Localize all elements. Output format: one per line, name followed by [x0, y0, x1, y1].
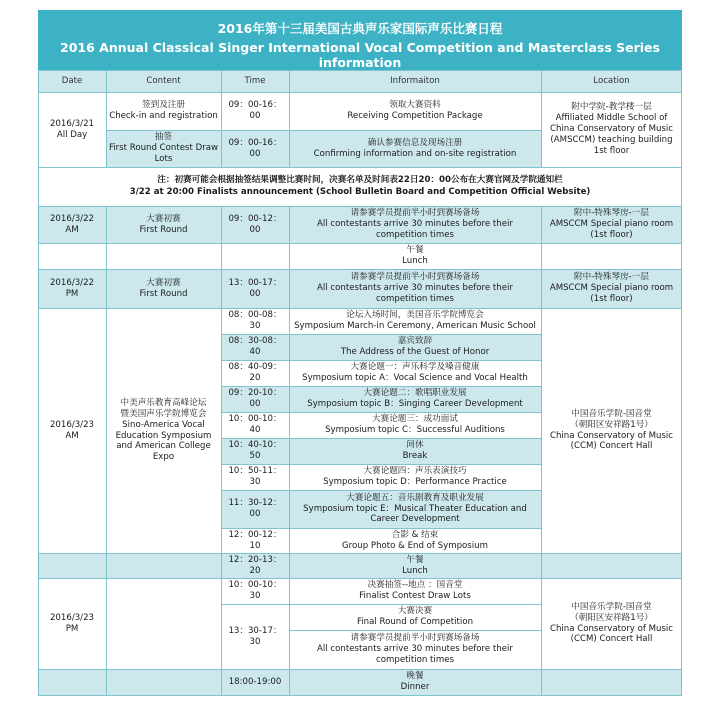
title-zh: 2016年第十三届美国古典声乐家国际声乐比赛日程	[217, 21, 503, 36]
time-text: 09：00-16：00	[228, 100, 282, 121]
symposium-time-9	[221, 528, 289, 553]
content-en: First Round	[139, 288, 188, 299]
info-en: Symposium topic E：Musical Theater Education and Career Development	[303, 503, 527, 525]
info-zh: 请参赛学员提前半小时到赛场备场	[350, 208, 480, 219]
day3pm-time-2	[221, 604, 289, 669]
symposium-info-2	[289, 334, 541, 360]
info-en: Lunch	[402, 256, 428, 266]
lunch1-info	[289, 243, 541, 269]
col-header-time	[221, 70, 289, 92]
day3pm-location	[541, 578, 682, 669]
info-zh: 合影 & 结束	[391, 529, 439, 540]
location-zh: 中国音乐学院-国音堂	[571, 601, 652, 612]
date-text: 2016/3/22	[49, 213, 95, 224]
lunch2-info	[289, 553, 541, 578]
grid-line	[221, 206, 222, 695]
notice-en: 3/22 at 20:00 Finalists announcement (School Bulletin Board and Competition Official Website)	[129, 186, 591, 197]
symposium-info-9	[289, 528, 541, 553]
day2pm-content	[106, 269, 221, 308]
symposium-time-7	[221, 464, 289, 490]
time-text: 13：00-17：00	[228, 277, 282, 299]
col-header-date-label: Date	[61, 75, 83, 86]
info-en: Dinner	[400, 682, 430, 692]
time-text: 08：00-08：30	[228, 310, 282, 331]
date-period: PM	[65, 623, 79, 634]
info-zh: 决赛抽签--地点 ：国音堂	[367, 580, 463, 591]
day1-draw-time	[221, 130, 289, 167]
info-zh: 请参赛学员提前半小时到赛场备场	[350, 633, 480, 644]
symposium-info-4	[289, 386, 541, 412]
grid-line	[38, 578, 682, 579]
time-text: 11：30-12：00	[228, 498, 282, 519]
info-en: Receiving Competition Package	[347, 111, 483, 121]
day1-date-period: All Day	[56, 129, 88, 140]
symposium-info-8	[289, 490, 541, 528]
info-zh: 大赛决赛	[397, 606, 433, 617]
day3am-date	[38, 308, 106, 553]
info-zh: 嘉宾致辞	[397, 336, 433, 347]
date-period: AM	[65, 430, 79, 441]
day3am-location	[541, 308, 682, 553]
title-banner	[38, 10, 682, 70]
location-en: AMSCCM Special piano room (1st floor)	[549, 283, 674, 304]
day2am-content	[106, 206, 221, 243]
content-en: First Round	[139, 224, 188, 235]
info-zh: 大赛论题一：声乐科学及嗓音健康	[350, 362, 480, 373]
info-zh: 午餐	[406, 554, 424, 565]
day3pm-info-2	[289, 604, 541, 630]
info-zh: 晚餐	[406, 671, 424, 682]
day1-checkin-content	[106, 92, 221, 130]
grid-line	[681, 206, 682, 695]
time-text: 13：30-17：30	[228, 625, 282, 647]
info-en: Symposium topic C：Successful Auditions	[325, 425, 505, 435]
date-text: 2016/3/23	[49, 419, 95, 430]
day3pm-content	[106, 578, 221, 669]
grid-line	[221, 412, 541, 413]
info-en: Lunch	[402, 565, 428, 576]
content-zh-1: 中美声乐教育高峰论坛	[120, 397, 207, 408]
grid-line	[106, 206, 107, 695]
info-zh: 论坛入场时间，美国音乐学院博览会	[346, 310, 484, 321]
content-zh: 大赛初赛	[146, 277, 181, 288]
time-text: 08：40-09：20	[228, 362, 282, 383]
symposium-time-6	[221, 438, 289, 464]
grid-line	[38, 695, 682, 696]
grid-line	[38, 243, 682, 244]
symposium-time-1	[221, 308, 289, 334]
info-zh: 请参赛学员提前半小时到赛场备场	[350, 272, 480, 283]
info-zh: 间休	[406, 440, 424, 451]
time-text: 12：00-12：10	[228, 529, 282, 551]
location-en: AMSCCM Special piano room (1st floor)	[549, 219, 674, 240]
grid-line	[221, 386, 541, 387]
info-en: Finalist Contest Draw Lots	[359, 591, 471, 601]
grid-line	[38, 70, 39, 167]
location-zh: 中国音乐学院-国音堂	[571, 408, 652, 419]
col-header-location-label: Location	[593, 75, 630, 86]
grid-line	[681, 70, 682, 167]
content-en: First Round Contest Draw Lots	[108, 143, 219, 164]
day1-draw-info	[289, 130, 541, 167]
grid-line	[221, 334, 541, 335]
info-en: All contestants arrive 30 minutes before their competition times	[317, 644, 513, 665]
time-text: 10：40-10：50	[228, 440, 282, 461]
symposium-time-5	[221, 412, 289, 438]
col-header-info	[289, 70, 541, 92]
content-zh: 抽签	[154, 132, 173, 143]
time-text: 12：20-13：20	[228, 554, 282, 576]
dinner-time	[221, 669, 289, 695]
time-text: 10：50-11：30	[228, 466, 282, 487]
grid-line	[221, 528, 541, 529]
grid-line	[541, 70, 542, 167]
day3pm-info-1	[289, 578, 541, 604]
day1-location	[541, 92, 682, 167]
grid-line	[221, 438, 541, 439]
col-header-content-label: Content	[146, 75, 181, 86]
day1-checkin-time	[221, 92, 289, 130]
day1-checkin-info	[289, 92, 541, 130]
day2pm-date	[38, 269, 106, 308]
col-header-time-label: Time	[244, 75, 266, 86]
day3pm-info-3	[289, 630, 541, 669]
info-en: Confirming information and on-site registration	[313, 148, 517, 159]
time-text: 09：00-16：00	[228, 137, 282, 159]
location-zh: 附中学院-教学楼一层	[571, 102, 652, 113]
day3pm-time-1	[221, 578, 289, 604]
grid-line	[38, 70, 682, 71]
grid-line	[106, 130, 541, 131]
date-period: AM	[65, 224, 79, 235]
grid-line	[38, 206, 39, 695]
time-text: 08：30-08：40	[228, 336, 282, 357]
info-zh: 大赛论题二：歌唱职业发展	[363, 388, 467, 399]
info-en: All contestants arrive 30 minutes before their competition times	[317, 283, 513, 304]
symposium-info-7	[289, 464, 541, 490]
day1-date	[38, 92, 106, 167]
grid-line	[38, 553, 682, 554]
info-en: Symposium March-in Ceremony, American Music School	[294, 321, 536, 331]
day2am-date	[38, 206, 106, 243]
grid-line	[289, 206, 290, 695]
content-zh: 签到及注册	[142, 100, 185, 111]
symposium-info-3	[289, 360, 541, 386]
location-zh: 附中-特殊琴房-一层	[574, 272, 649, 283]
grid-line	[38, 167, 39, 206]
grid-line	[38, 206, 682, 207]
grid-line	[289, 70, 290, 167]
day2pm-info	[289, 269, 541, 308]
location-en: China Conservatory of Music (CCM) Concert Hall	[549, 430, 674, 452]
date-text: 2016/3/22	[49, 277, 95, 288]
info-en: The Address of the Guest of Honor	[340, 347, 490, 357]
location-address: （朝阳区安祥路1号）	[570, 612, 653, 623]
content-zh: 大赛初赛	[146, 213, 181, 224]
info-zh: 午餐	[406, 245, 424, 256]
content-en: Sino-America Vocal Education Symposium and American College Expo	[115, 419, 212, 463]
grid-line	[289, 630, 541, 631]
time-text: 18:00-19:00	[228, 676, 282, 687]
grid-line	[106, 70, 107, 167]
info-en: Break	[402, 451, 428, 461]
col-header-date	[38, 70, 106, 92]
info-zh: 确认参赛信息及现场注册	[367, 137, 463, 148]
location-address: （朝阳区安祥路1号）	[570, 419, 653, 430]
grid-line	[38, 269, 682, 270]
info-en: Symposium topic A：Vocal Science and Vocal Health	[302, 373, 528, 383]
grid-line	[681, 167, 682, 206]
time-text: 09：20-10：00	[228, 388, 282, 409]
grid-line	[541, 206, 542, 695]
location-en: China Conservatory of Music (CCM) Concert Hall	[549, 623, 674, 645]
day2pm-location	[541, 269, 682, 308]
day3pm-date	[38, 578, 106, 669]
info-en: All contestants arrive 30 minutes before their competition times	[317, 219, 513, 240]
notice-zh: 注：初赛可能会根据抽签结果调整比赛时间，决赛名单及时间表22日20：00公布在大赛官网及学院通知栏	[157, 174, 563, 185]
info-zh: 大赛论题四：声乐表演技巧	[363, 466, 467, 477]
symposium-info-5	[289, 412, 541, 438]
grid-line	[38, 308, 682, 309]
col-header-location	[541, 70, 682, 92]
grid-line	[221, 360, 541, 361]
info-zh: 大赛论题五：音乐剧教育及职业发展	[346, 492, 484, 503]
grid-line	[221, 70, 222, 167]
day1-date-text: 2016/3/21	[49, 118, 95, 129]
grid-line	[38, 92, 682, 93]
symposium-info-1	[289, 308, 541, 334]
lunch2-time	[221, 553, 289, 578]
day1-draw-content	[106, 130, 221, 167]
symposium-time-4	[221, 386, 289, 412]
location-en: Affiliated Middle School of China Conservatory of Music (AMSCCM) teaching building 1st floor	[549, 113, 674, 156]
col-header-info-label: Informaiton	[390, 75, 440, 86]
day3am-content	[106, 308, 221, 553]
info-en: Final Round of Competition	[356, 617, 474, 627]
time-text: 10：00-10：30	[228, 580, 282, 601]
time-text: 09：00-12：00	[228, 213, 282, 235]
content-en: Check-in and registration	[109, 111, 218, 121]
notice-banner	[38, 167, 682, 206]
grid-line	[221, 490, 541, 491]
symposium-time-2	[221, 334, 289, 360]
col-header-content	[106, 70, 221, 92]
location-zh: 附中-特殊琴房-一层	[574, 208, 649, 219]
day2am-location	[541, 206, 682, 243]
info-zh: 大赛论题三：成功面试	[372, 414, 458, 425]
info-en: Symposium topic B：Singing Career Development	[307, 399, 523, 409]
grid-line	[38, 167, 682, 168]
day2am-info	[289, 206, 541, 243]
info-zh: 领取大赛资料	[389, 100, 441, 111]
symposium-time-3	[221, 360, 289, 386]
grid-line	[221, 464, 541, 465]
symposium-info-6	[289, 438, 541, 464]
date-period: PM	[65, 288, 79, 299]
title-en: 2016 Annual Classical Singer International Vocal Competition and Masterclass Series information	[60, 40, 660, 70]
content-zh-2: 暨美国声乐学院博览会	[120, 408, 207, 419]
grid-line	[38, 669, 682, 670]
day2pm-time	[221, 269, 289, 308]
grid-line	[221, 604, 541, 605]
dinner-info	[289, 669, 541, 695]
symposium-time-8	[221, 490, 289, 528]
day2am-time	[221, 206, 289, 243]
info-en: Symposium topic D：Performance Practice	[323, 477, 507, 487]
date-text: 2016/3/23	[49, 612, 95, 623]
info-en: Group Photo & End of Symposium	[342, 540, 488, 551]
time-text: 10：00-10：40	[228, 414, 282, 435]
